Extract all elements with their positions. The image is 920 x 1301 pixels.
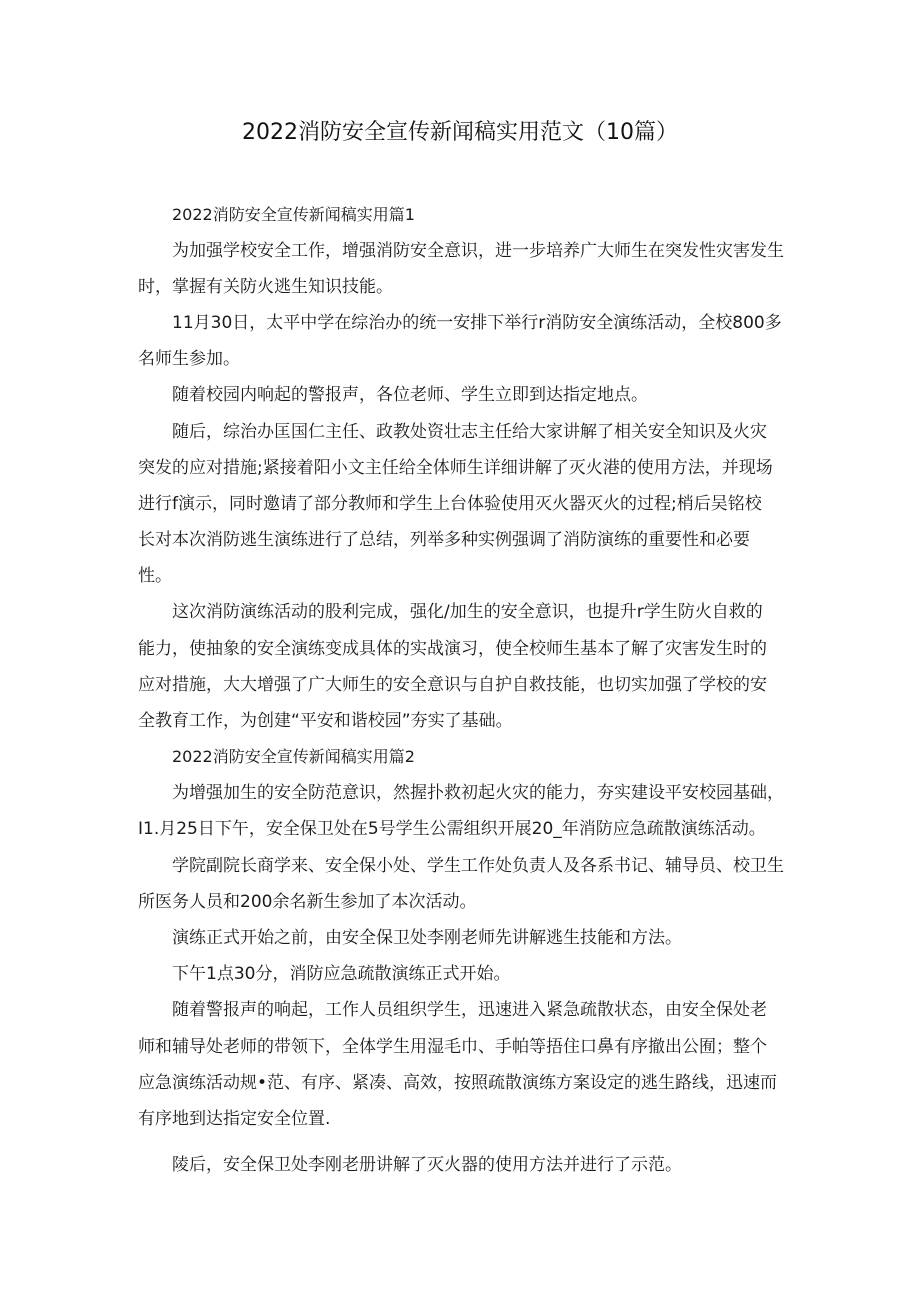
paragraph-line: 有序地到达指定安全位置. [138,1109,331,1129]
paragraph-line: 11月30日，太平中学在综治办的统一安排下举行r消防安全演练活动，全校800多 [172,313,782,333]
paragraph-line: 名师生参加。 [138,349,240,369]
paragraph-line: 全教育工作，为创建“平安和谐校园”夯实了基础。 [138,711,513,731]
paragraph-line: 师和辅导处老师的带领下，全体学生用湿毛巾、手帕等捂住口鼻有序撤出公囿；整个 [138,1037,767,1057]
paragraph-line: 为增强加生的安全防范意识，然握扑救初起火灾的能力，夯实建设平安校园基础， [172,783,784,803]
paragraph-line: 性。 [138,566,172,586]
paragraph-line: 应对措施，大大增强了广大师生的安全意识与自护自救技能，也切实加强了学校的安 [138,675,767,695]
paragraph-line: 随后，综治办匡国仁主任、政教处资壮志主任给大家讲解了相关安全知识及火灾 [172,422,767,442]
paragraph-line: 突发的应对措施;紧接着阳小文主任给全体师生详细讲解了灭火港的使用方法，并现场 [138,458,773,478]
paragraph-line: 进行f演示，同时邀请了部分教师和学生上台体验使用灭火器灭火的过程;梢后吴铭校 [138,494,762,514]
paragraph-line: 长对本次消防逃生演练进行了总结，列举多种实例强调了消防演练的重要性和必要 [138,530,750,550]
paragraph-line: 学院副院长商学来、安全保小处、学生工作处负责人及各系书记、辅导员、校卫生 [172,856,784,876]
paragraph-line: I1.月25日下午，安全保卫处在5号学生公需组织开展20_年消防应急疏散演练活动。 [138,819,766,839]
paragraph-line: 应急演练活动规•范、有序、紧凑、高效，按照疏散演练方案设定的逃生路线，迅速而 [138,1073,778,1093]
paragraph-line: 下午1点30分，消防应急疏散演练正式开始。 [172,964,511,984]
paragraph-line: 陵后，安全保卫处李刚老册讲解了灭火器的使用方法并进行了示范。 [172,1155,682,1175]
document-title: 2022消防安全宣传新闻稿实用范文（10篇） [242,120,678,145]
section-heading-2: 2022消防安全宣传新闻稿实用篇2 [172,747,415,766]
section-heading-1: 2022消防安全宣传新闻稿实用篇1 [172,205,415,224]
paragraph-line: 能力，使抽象的安全演练变成具体的实战演习，使全校师生基本了解了灾害发生时的 [138,639,767,659]
paragraph-line: 所医务人员和200余名新生参加了本次活动。 [138,892,477,912]
paragraph-line: 演练正式开始之前，由安全保卫处李刚老师先讲解逃生技能和方法。 [172,928,682,948]
paragraph-line: 随着警报声的响起，工作人员组织学生，迅速进入紧急疏散状态，由安全保处老 [172,1000,767,1020]
paragraph-line: 时，掌握有关防火逃生知识技能。 [138,277,393,297]
paragraph-line: 这次消防演练活动的股利完成，强化/加生的安全意识，也提升r学生防火自救的 [172,602,763,622]
paragraph-line: 随着校园内响起的警报声，各位老师、学生立即到达指定地点。 [172,385,648,405]
paragraph-line: 为加强学校安全工作，增强消防安全意识，进一步培养广大师生在突发性灾害发生 [172,241,784,261]
